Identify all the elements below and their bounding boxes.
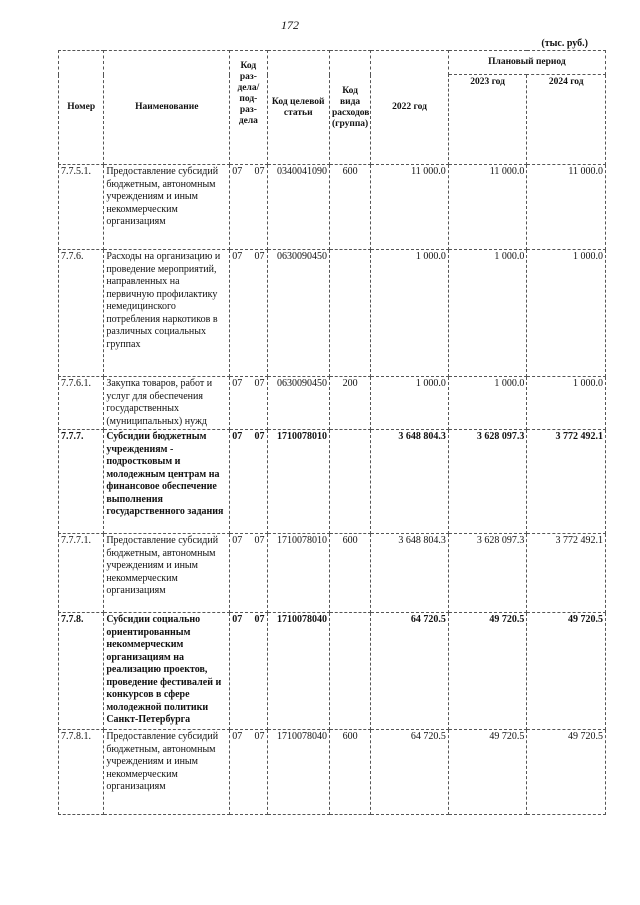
row-section: 07 07 xyxy=(230,250,267,377)
row-kvr xyxy=(329,430,370,534)
row-2023: 49 720.5 xyxy=(448,613,527,730)
row-target: 0630090450 xyxy=(267,250,329,377)
row-target: 1710078040 xyxy=(267,730,329,815)
row-2022: 3 648 804.3 xyxy=(371,430,449,534)
row-number: 7.7.6.1. xyxy=(59,377,104,430)
row-2024: 49 720.5 xyxy=(527,730,606,815)
row-kvr xyxy=(329,613,370,730)
table-row xyxy=(59,165,606,250)
header-year-2022: 2022 год xyxy=(371,51,449,165)
row-kvr: 600 xyxy=(329,165,370,250)
row-2023: 1 000.0 xyxy=(448,250,527,377)
row-number: 7.7.8. xyxy=(59,613,104,730)
row-name: Предоставление субсидий бюджетным, автономным учреждениям и иным некоммерческим организациям xyxy=(104,165,230,250)
row-kvr xyxy=(329,250,370,377)
row-2023: 11 000.0 xyxy=(448,165,527,250)
header-expense-type-code: Код вида расходов (группа) xyxy=(329,51,370,165)
row-target: 1710078010 xyxy=(267,430,329,534)
row-name: Субсидии бюджетным учреждениям - подростковым и молодежным центрам на финансовое обеспечение выполнения государственного задания xyxy=(104,430,230,534)
row-section: 07 07 xyxy=(230,430,267,534)
table-row xyxy=(59,613,606,730)
table-row xyxy=(59,730,606,815)
row-kvr: 600 xyxy=(329,534,370,613)
row-name: Закупка товаров, работ и услуг для обеспечения государственных (муниципальных) нужд xyxy=(104,377,230,430)
row-2023: 49 720.5 xyxy=(448,730,527,815)
table-row xyxy=(59,250,606,377)
row-2024: 1 000.0 xyxy=(527,250,606,377)
row-target: 0630090450 xyxy=(267,377,329,430)
header-year-2023: 2023 год xyxy=(448,75,527,165)
row-number: 7.7.7.1. xyxy=(59,534,104,613)
row-target: 0340041090 xyxy=(267,165,329,250)
budget-table xyxy=(58,50,606,815)
row-2022: 1 000.0 xyxy=(371,377,449,430)
row-2024: 3 772 492.1 xyxy=(527,430,606,534)
row-2023: 1 000.0 xyxy=(448,377,527,430)
row-number: 7.7.5.1. xyxy=(59,165,104,250)
row-2022: 11 000.0 xyxy=(371,165,449,250)
header-name: Наименование xyxy=(104,51,230,165)
row-number: 7.7.8.1. xyxy=(59,730,104,815)
row-number: 7.7.6. xyxy=(59,250,104,377)
row-target: 1710078010 xyxy=(267,534,329,613)
header-number: Номер xyxy=(59,51,104,165)
row-section: 07 07 xyxy=(230,377,267,430)
row-2023: 3 628 097.3 xyxy=(448,534,527,613)
row-section: 07 07 xyxy=(230,534,267,613)
row-2023: 3 628 097.3 xyxy=(448,430,527,534)
table-row xyxy=(59,377,606,430)
row-target: 1710078040 xyxy=(267,613,329,730)
row-name: Предоставление субсидий бюджетным, автономным учреждениям и иным некоммерческим организациям xyxy=(104,730,230,815)
header-target-code: Код целевой статьи xyxy=(267,51,329,165)
row-2024: 11 000.0 xyxy=(527,165,606,250)
row-name: Расходы на организацию и проведение мероприятий, направленных на первичную профилактику немедицинского потребления наркотиков в различных социальных группах xyxy=(104,250,230,377)
row-kvr: 600 xyxy=(329,730,370,815)
row-name: Предоставление субсидий бюджетным, автономным учреждениям и иным некоммерческим организациям xyxy=(104,534,230,613)
header-section-code: Код раз-дела/ под-раз-дела xyxy=(230,51,267,165)
table-row xyxy=(59,430,606,534)
header-plan-period: Плановый период xyxy=(448,51,605,75)
row-2024: 49 720.5 xyxy=(527,613,606,730)
row-2022: 64 720.5 xyxy=(371,730,449,815)
header-year-2024: 2024 год xyxy=(527,75,606,165)
row-2024: 3 772 492.1 xyxy=(527,534,606,613)
page-number: 172 xyxy=(281,18,299,32)
row-kvr: 200 xyxy=(329,377,370,430)
row-2024: 1 000.0 xyxy=(527,377,606,430)
row-section: 07 07 xyxy=(230,165,267,250)
row-section: 07 07 xyxy=(230,730,267,815)
row-section: 07 07 xyxy=(230,613,267,730)
row-2022: 3 648 804.3 xyxy=(371,534,449,613)
row-number: 7.7.7. xyxy=(59,430,104,534)
row-2022: 1 000.0 xyxy=(371,250,449,377)
row-name: Субсидии социально ориентированным некоммерческим организациям на реализацию проектов, проведение фестивалей и конкурсов в сфере молодежной политики Санкт-Петербурга xyxy=(104,613,230,730)
row-2022: 64 720.5 xyxy=(371,613,449,730)
unit-note: (тыс. руб.) xyxy=(541,38,588,49)
table-row xyxy=(59,534,606,613)
